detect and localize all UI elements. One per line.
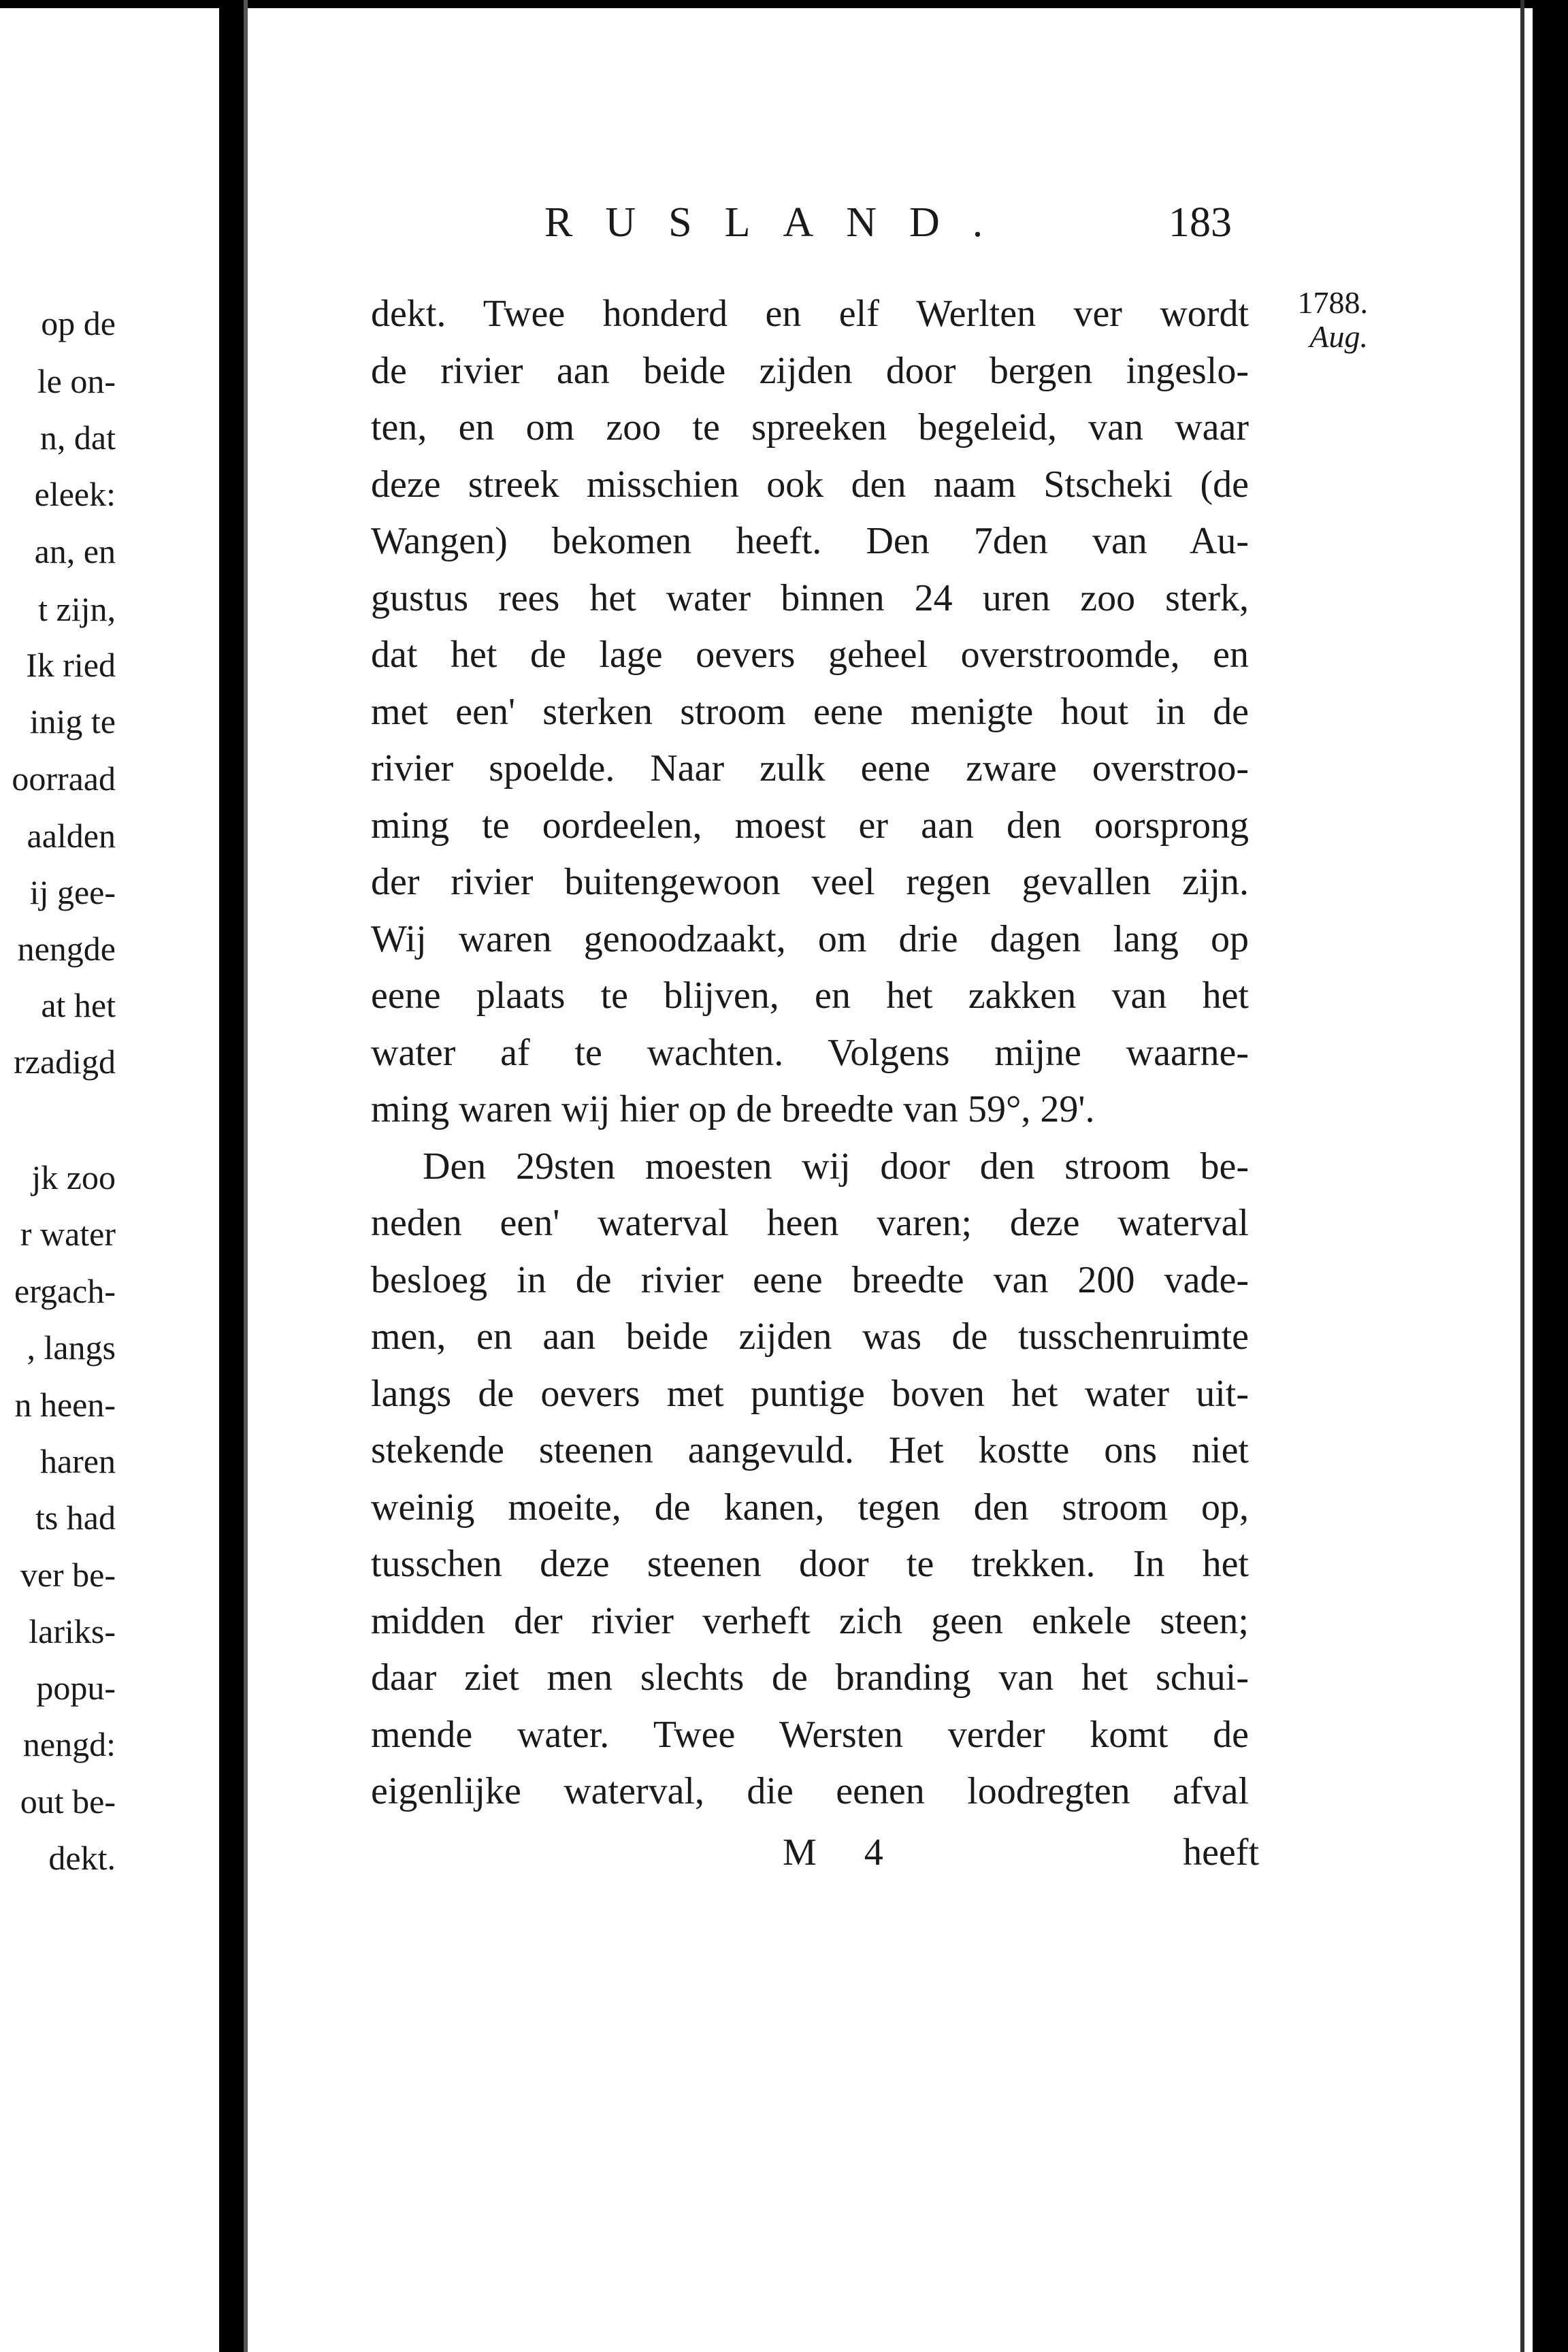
text-line: Wij waren genoodzaakt, om drie dagen lang op	[371, 917, 1249, 960]
fragment-line: Ik ried	[26, 646, 116, 684]
fragment-line: at het	[41, 986, 116, 1024]
text-line: Den 29sten moesten wij door den stroom be-	[423, 1145, 1249, 1188]
margin-month: Aug.	[1309, 319, 1368, 354]
text-line: mende water. Twee Wersten verder komt de	[371, 1713, 1249, 1756]
fragment-line: ergach-	[14, 1272, 116, 1310]
fragment-line: ts had	[35, 1499, 116, 1537]
text-line: gustus rees het water binnen 24 uren zoo sterk,	[371, 576, 1249, 619]
fragment-line: eleek:	[34, 475, 116, 513]
text-line: langs de oevers met puntige boven het water uit-	[371, 1372, 1249, 1415]
text-line: deze streek misschien ook den naam Stscheki (de	[371, 463, 1249, 506]
page-edge-line	[1520, 0, 1524, 2352]
page-number: 183	[1169, 199, 1232, 246]
signature-mark: M 4	[783, 1831, 902, 1874]
margin-note	[1273, 286, 1368, 354]
fragment-line: rzadigd	[14, 1043, 116, 1081]
fragment-line: n heen-	[14, 1386, 116, 1424]
text-line: rivier spoelde. Naar zulk eene zware overstroo-	[371, 747, 1249, 789]
fragment-line: nengd:	[22, 1725, 116, 1763]
page-footer	[783, 1831, 1259, 1885]
text-line: stekende steenen aangevuld. Het kostte ons niet	[371, 1429, 1249, 1471]
text-line: ten, en om zoo te spreeken begeleid, van waar	[371, 406, 1249, 448]
fragment-line: jk zoo	[31, 1158, 116, 1196]
fragment-line: , langs	[27, 1328, 116, 1367]
left-page-fragments	[0, 0, 218, 2352]
text-line: neden een' waterval heen varen; deze waterval	[371, 1202, 1249, 1244]
book-gutter-line	[244, 0, 248, 2352]
text-line: de rivier aan beide zijden door bergen ingeslo-	[371, 349, 1249, 392]
fragment-line: inig te	[29, 702, 116, 740]
fragment-line: dekt.	[48, 1839, 116, 1877]
text-line: tusschen deze steenen door te trekken. In het	[371, 1543, 1249, 1585]
text-line: eigenlijke waterval, die eenen loodregten afval	[371, 1770, 1249, 1812]
text-line: der rivier buitengewoon veel regen gevallen zijn.	[371, 861, 1249, 903]
fragment-line: nengde	[17, 930, 116, 968]
text-line: water af te wachten. Volgens mijne waarne-	[371, 1031, 1249, 1074]
text-line: Wangen) bekomen heeft. Den 7den van Au-	[371, 520, 1249, 562]
fragment-line: r water	[20, 1215, 116, 1253]
fragment-line: ver be-	[20, 1556, 116, 1594]
fragment-line: out be-	[20, 1782, 116, 1820]
fragment-line: lariks-	[29, 1612, 116, 1650]
catchword: heeft	[1183, 1831, 1259, 1874]
text-line: weinig moeite, de kanen, tegen den stroom op,	[371, 1486, 1249, 1529]
page-header	[544, 199, 1239, 253]
text-line: dekt. Twee honderd en elf Werlten ver wordt	[371, 293, 1249, 335]
text-line: ming te oordeelen, moest er aan den oorsprong	[371, 804, 1249, 847]
body-text	[371, 286, 1249, 1820]
fragment-line: oorraad	[12, 760, 116, 798]
fragment-line: popu-	[36, 1669, 116, 1707]
fragment-line: op de	[41, 304, 116, 342]
text-line: men, en aan beide zijden was de tusschenruimte	[371, 1316, 1249, 1358]
text-line: met een' sterken stroom eene menigte hout in de	[371, 690, 1249, 733]
fragment-line: ij gee-	[29, 873, 116, 911]
margin-year: 1788.	[1297, 285, 1368, 320]
text-line: dat het de lage oevers geheel overstroomde, en	[371, 634, 1249, 676]
text-line: besloeg in de rivier eene breedte van 200 vade-	[371, 1258, 1249, 1301]
fragment-line: haren	[39, 1442, 116, 1480]
text-line: ming waren wij hier op de breedte van 59°, 29'.	[371, 1088, 1095, 1130]
text-line: eene plaats te blijven, en het zakken van het	[371, 975, 1249, 1017]
fragment-line: n, dat	[39, 419, 116, 457]
fragment-line: aalden	[27, 817, 116, 855]
fragment-line: an, en	[34, 532, 116, 570]
fragment-line: t zijn,	[38, 590, 116, 628]
text-line: daar ziet men slechts de branding van het schui-	[371, 1656, 1249, 1699]
fragment-line: le on-	[37, 362, 116, 400]
book-gutter-shadow	[219, 0, 244, 2352]
running-head: RUSLAND.	[544, 199, 1016, 246]
text-line: midden der rivier verheft zich geen enkele steen;	[371, 1599, 1249, 1642]
scan-right-border	[1533, 0, 1568, 2352]
